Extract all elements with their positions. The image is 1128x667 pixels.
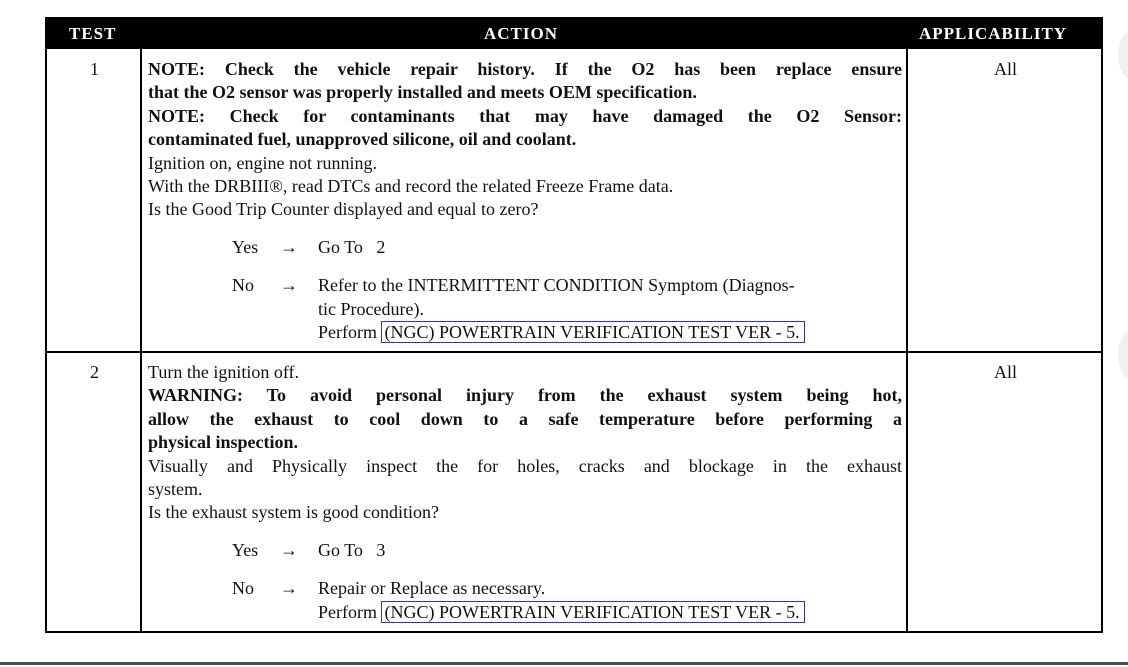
table-header — [47, 19, 1101, 49]
instruction-line: system. — [148, 479, 203, 500]
yes-label: Yes — [232, 236, 259, 257]
page-edge-shadow — [1118, 30, 1128, 80]
goto-text: Go To 2 — [318, 236, 386, 257]
test-number: 1 — [90, 59, 99, 79]
perform-label: Perform — [318, 601, 377, 622]
question-line: Is the exhaust system is good condition? — [148, 502, 439, 523]
applicability-value: All — [993, 362, 1017, 382]
column-divider — [906, 49, 908, 633]
no-choice — [148, 274, 902, 297]
page-edge-shadow — [1118, 330, 1128, 380]
instruction-line: With the DRBIII®, read DTCs and record the related Freeze Frame data. — [148, 176, 674, 197]
note-line: NOTE: Check the vehicle repair history. If the O2 has been replace ensure — [148, 59, 902, 79]
powertrain-verification-link[interactable]: (NGC) POWERTRAIN VERIFICATION TEST VER - 5. — [381, 601, 804, 623]
column-divider — [140, 49, 142, 633]
yes-choice — [148, 236, 902, 259]
diagnostic-test-table — [45, 17, 1103, 633]
test-2-action — [148, 361, 902, 624]
question-line: Is the Good Trip Counter displayed and equal to zero? — [148, 199, 539, 220]
arrow-icon: → — [280, 539, 298, 560]
goto-text: Go To 3 — [318, 539, 386, 560]
no-label: No — [232, 578, 254, 599]
instruction-line: Visually and Physically inspect the for holes, cracks and blockage in the exhaust — [148, 455, 902, 476]
arrow-icon: → — [280, 275, 298, 296]
no-action-text: Refer to the INTERMITTENT CONDITION Symptom (Diagnos- — [318, 275, 795, 296]
instruction-line: Ignition on, engine not running. — [148, 152, 377, 173]
powertrain-verification-link[interactable]: (NGC) POWERTRAIN VERIFICATION TEST VER - 5. — [381, 321, 804, 343]
no-action-text: Repair or Replace as necessary. — [318, 578, 546, 599]
no-action-text: tic Procedure). — [318, 298, 424, 319]
perform-label: Perform — [318, 322, 377, 343]
applicability-value: All — [993, 59, 1017, 79]
warning-line: physical inspection. — [148, 432, 299, 453]
test-number: 2 — [90, 362, 99, 382]
test-1-action — [148, 58, 902, 344]
no-choice — [148, 577, 902, 600]
header-applicability: APPLICABILITY — [919, 24, 1068, 43]
instruction-line: Turn the ignition off. — [148, 362, 300, 382]
arrow-icon: → — [280, 236, 298, 257]
no-label: No — [232, 275, 254, 296]
warning-line: allow the exhaust to cool down to a safe temperature before performing a — [148, 408, 902, 429]
page-divider — [0, 662, 1128, 665]
note-line: NOTE: Check for contaminants that may have damaged the O2 Sensor: — [148, 105, 902, 126]
yes-choice — [148, 539, 902, 562]
warning-line: WARNING: To avoid personal injury from the exhaust system being hot, — [148, 385, 902, 406]
header-action: ACTION — [484, 24, 559, 43]
yes-label: Yes — [232, 539, 259, 560]
row-divider — [47, 351, 1101, 353]
note-line: contaminated fuel, unapproved silicone, oil and coolant. — [148, 129, 577, 150]
note-line: that the O2 sensor was properly installed and meets OEM specification. — [148, 82, 697, 103]
arrow-icon: → — [280, 578, 298, 599]
header-test: TEST — [69, 24, 117, 43]
